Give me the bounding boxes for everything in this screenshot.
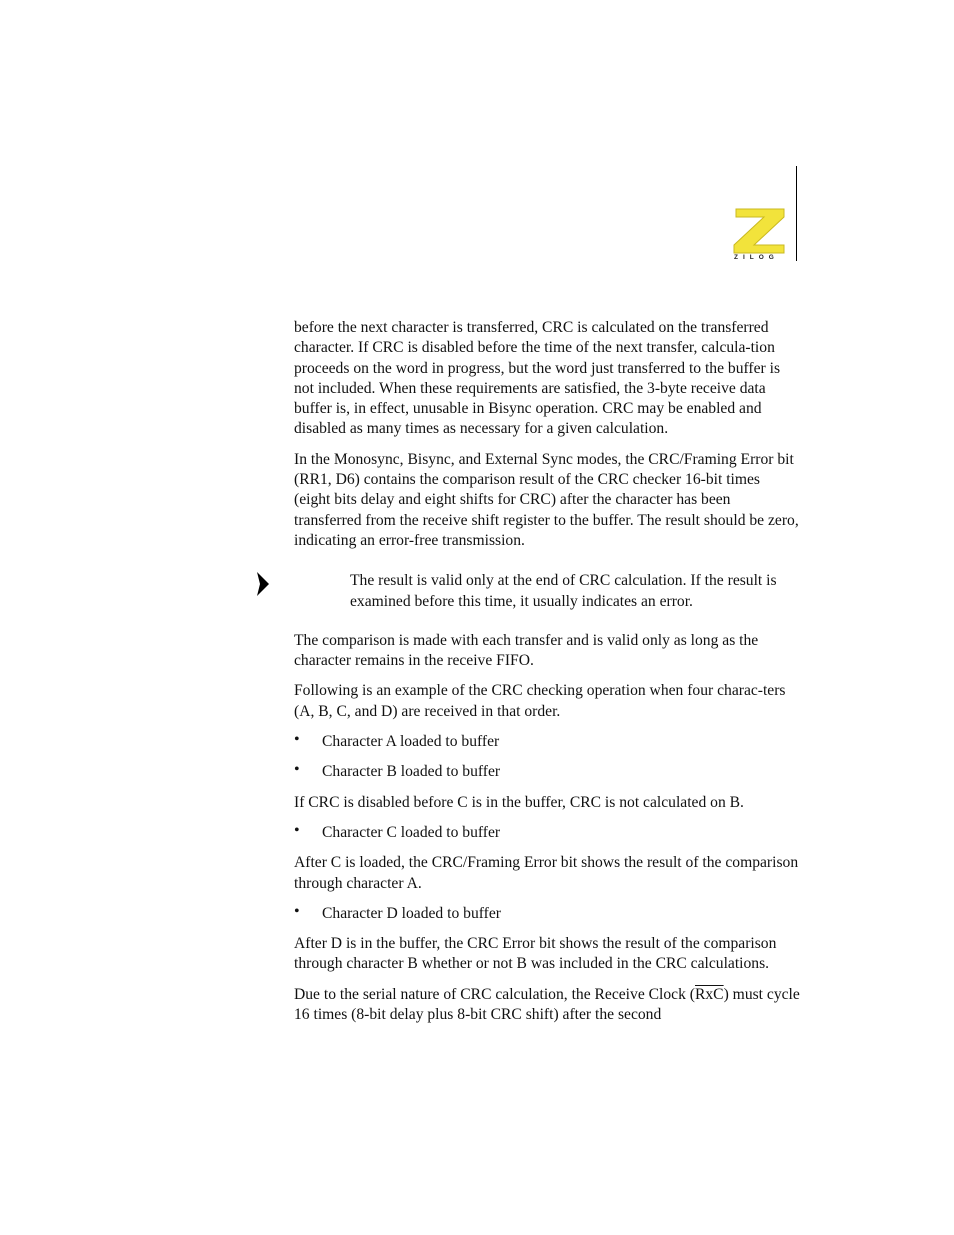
bullet-item [294,823,800,843]
bullet-dot: • [294,902,300,920]
bullet-text: Character C loaded to buffer [322,823,501,841]
bullet-dot: • [294,821,300,839]
paragraph-after-c: After C is loaded, the CRC/Framing Error bit shows the result of the comparison through character A. [294,854,799,892]
bullet-item [294,762,800,782]
bullet-dot: • [294,761,300,779]
logo-wordmark: ZILOG [734,254,779,261]
note-arrow-icon [256,571,270,597]
paragraph-sync-modes: In the Monosync, Bisync, and External Sync modes, the CRC/Framing Error bit (RR1, D6) contains the comparison result of the CRC checker 16-bit times (eight bits delay and eight shifts for CRC) after the character has been transferred from the receive shift register to the buffer. The result should be zero, indicating an error-free transmission. [294,450,799,549]
bullet-text: Character A loaded to buffer [322,733,500,751]
paragraph-after-d: After D is in the buffer, the CRC Error bit shows the result of the comparison through character B whether or not B was included in the CRC calculations. [294,935,777,973]
note-text: The result is valid only at the end of CRC calculation. If the result is examined before this time, it usually indicates an error. [350,572,777,610]
bullet-text: Character D loaded to buffer [322,904,501,922]
rxc-signal: $\overline{RxC}$ [694,985,724,1003]
paragraph-serial-nature [294,985,800,1026]
header-rule [796,166,797,261]
bullet-dot: • [294,731,300,749]
paragraph-crc-disabled: If CRC is disabled before C is in the buffer, CRC is not calculated on B. [294,793,744,811]
paragraph-comparison: The comparison is made with each transfer and is valid only as long as the character remains in the receive FIFO. [294,631,759,670]
paragraph-serial-text-end: ) must cycle 16 times (8-bit delay plus 8-bit CRC shift) after the second [294,985,800,1024]
bullet-item [294,904,800,924]
paragraph-example-intro: Following is an example of the CRC checking operation when four charac-ters (A, B, C, and D) are received in that order. [294,682,786,720]
bullet-item [294,732,800,752]
bullet-text: Character B loaded to buffer [322,763,501,781]
paragraph-crc-transfer: before the next character is transferred, CRC is calculated on the transferred character. If CRC is disabled before the time of the next transfer, calcula-tion proceeds on the word in progress, but the word just transferred to the buffer is not included. When these requirements are satisfied, the 3-byte receive data buffer is, in effect, unusable in Bisync operation. CRC may be enabled and disabled as many times as necessary for a given calculation. [294,319,781,438]
paragraph-serial-text-start: Due to the serial nature of CRC calculation, the Receive Clock ( [294,985,695,1003]
body-text [294,318,800,1035]
